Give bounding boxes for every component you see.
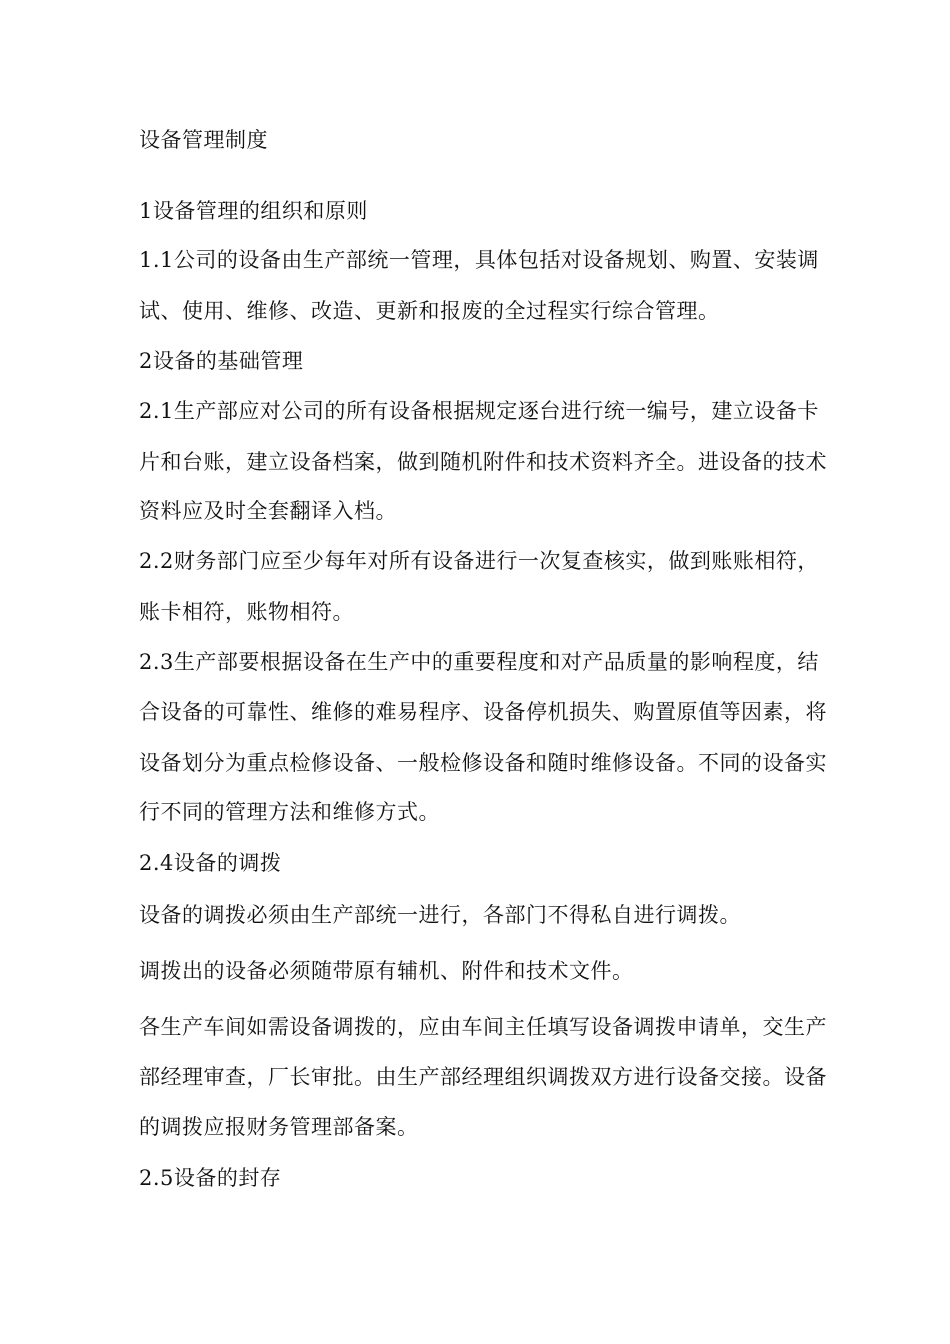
paragraph-line: 试、使用、维修、改造、更新和报废的全过程实行综合管理。 — [139, 299, 720, 323]
document-title: 设备管理制度 — [139, 128, 268, 152]
paragraph-line: 资料应及时全套翻译入档。 — [139, 499, 397, 523]
paragraph-line: 行不同的管理方法和维修方式。 — [139, 800, 440, 824]
paragraph-line: 部经理审查，厂长审批。由生产部经理组织调拨双方进行设备交接。设备 — [139, 1065, 827, 1089]
paragraph-line: 片和台账，建立设备档案，做到随机附件和技术资料齐全。进设备的技术 — [139, 450, 827, 474]
section-heading: 2.5设备的封存 — [139, 1166, 282, 1190]
paragraph-line: 2.3生产部要根据设备在生产中的重要程度和对产品质量的影响程度，结 — [139, 650, 819, 674]
paragraph-line: 账卡相符，账物相符。 — [139, 600, 354, 624]
paragraph-line: 1.1公司的设备由生产部统一管理，具体包括对设备规划、购置、安装调 — [139, 248, 819, 272]
section-heading: 1设备管理的组织和原则 — [139, 199, 368, 223]
section-heading: 2.4设备的调拨 — [139, 851, 282, 875]
paragraph-line: 各生产车间如需设备调拨的，应由车间主任填写设备调拨申请单，交生产 — [139, 1015, 827, 1039]
paragraph-line: 2.1生产部应对公司的所有设备根据规定逐台进行统一编号，建立设备卡 — [139, 399, 819, 423]
paragraph-line: 的调拨应报财务管理部备案。 — [139, 1115, 419, 1139]
paragraph-line: 调拨出的设备必须随带原有辅机、附件和技术文件。 — [139, 959, 634, 983]
paragraph-line: 2.2财务部门应至少每年对所有设备进行一次复查核实，做到账账相符， — [139, 549, 819, 573]
paragraph-line: 设备的调拨必须由生产部统一进行，各部门不得私自进行调拨。 — [139, 903, 741, 927]
section-heading: 2设备的基础管理 — [139, 349, 304, 373]
paragraph-line: 合设备的可靠性、维修的难易程序、设备停机损失、购置原值等因素，将 — [139, 700, 827, 724]
paragraph-line: 设备划分为重点检修设备、一般检修设备和随时维修设备。不同的设备实 — [139, 751, 827, 775]
